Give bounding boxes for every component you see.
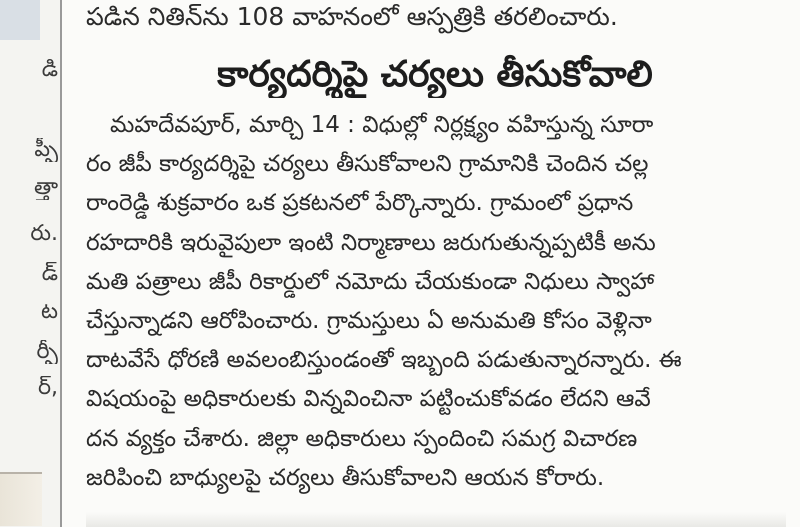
previous-article-last-line: పడిన నితిన్‌ను 108 వాహనంలో ఆస్పత్రికి తరలించారు.: [86, 2, 618, 31]
article-body-line: విషయంపై అధికారులకు విన్నవించినా పట్టించుకోవడం లేదని ఆవే: [86, 386, 651, 413]
article-body-line: మహదేవపూర్, మార్చి 14 : విధుల్లో నిర్లక్ష్యం వహిస్తున్న సూరా: [110, 112, 654, 138]
next-article-cutoff: [86, 512, 786, 527]
article-body-line: చేస్తున్నాడని ఆరోపించారు. గ్రామస్తులు ఏ అనుమతి కోసం వెళ్లినా: [86, 307, 652, 334]
adjacent-column-text: ప్పీ: [34, 138, 58, 162]
adjacent-ad-image: [0, 472, 42, 526]
adjacent-column-text: ర్పీ: [36, 340, 58, 364]
adjacent-column-text: రు.: [30, 222, 58, 246]
article-body-line: రాంరెడ్డి శుక్రవారం ఒక ప్రకటనలో పేర్కొన్నారు. గ్రామంలో ప్రధాన: [86, 190, 634, 217]
article-headline: కార్యదర్శిపై చర్యలు తీసుకోవాలి: [217, 54, 653, 95]
article-body-line: రహదారికి ఇరువైపులా ఇంటి నిర్మాణాలు జరుగుతున్నప్పటికీ అను: [86, 229, 656, 256]
adjacent-photo: [0, 0, 40, 40]
adjacent-column: [0, 0, 62, 527]
column-rule: [60, 0, 62, 527]
article-body-line: రం జీపీ కార్యదర్శిపై చర్యలు తీసుకోవాలని గ్రామానికి చెందిన చల్ల: [86, 151, 649, 178]
adjacent-column-text: ట: [41, 300, 58, 324]
adjacent-column-text: డ్: [41, 262, 58, 286]
article-body: [86, 106, 798, 498]
article-body-line: దన వ్యక్తం చేశారు. జిల్లా అధికారులు స్పందించి సమగ్ర విచారణ: [86, 425, 638, 452]
article-body-line: జరిపించి బాధ్యులపై చర్యలు తీసుకోవాలని ఆయన కోరారు.: [86, 464, 605, 491]
adjacent-column-text: డి: [41, 58, 58, 82]
article-body-line: దాటవేసే ధోరణి అవలంబిస్తుండంతో ఇబ్బంది పడుతున్నారన్నారు. ఈ: [86, 347, 682, 374]
article-body-line: మతి పత్రాలు జీపీ రికార్డులో నమోదు చేయకుండా నిధులు స్వాహా: [86, 268, 655, 295]
adjacent-column-text: ర్,: [37, 376, 58, 400]
adjacent-column-text: త్తా: [33, 176, 58, 200]
